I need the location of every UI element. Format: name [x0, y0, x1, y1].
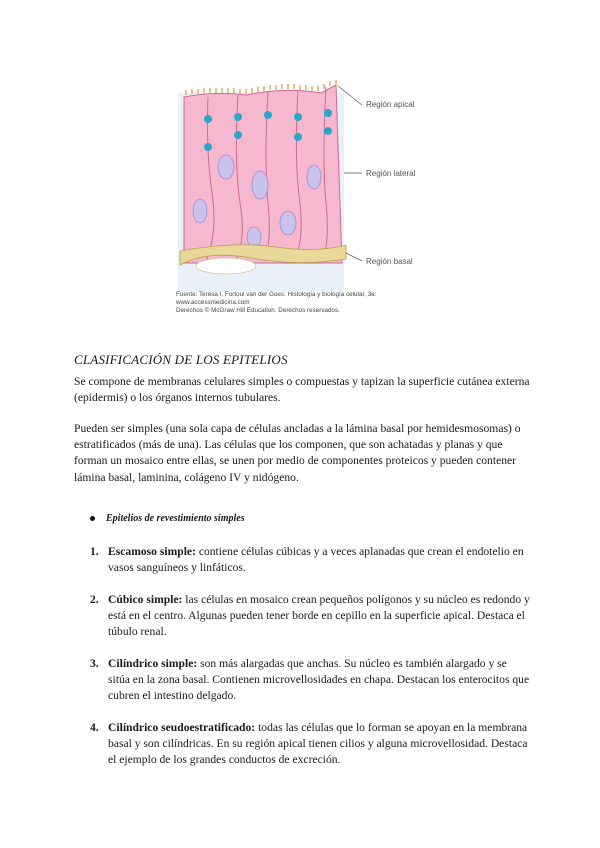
paragraph-types: Pueden ser simples (una sola capa de células ancladas a la lámina basal por hemidesmosomas) o estratificados (más de una). Las células que los componen, que son achatadas y planas y que forman un mosaico entre ellas, se unen por medio de componentes proteicos y pueden contener lámina basal, laminina, colágeno IV y nidógeno. [74, 422, 521, 484]
item-term: Cúbico simple: [108, 593, 183, 606]
list-item-1 [90, 544, 530, 576]
caption-line: Derechos © McGraw Hill Education. Derechos reservados. [176, 307, 340, 314]
item-number: 4. [90, 721, 99, 734]
bullet-dot-icon [90, 516, 95, 521]
section-title: CLASIFICACIÓN DE LOS EPITELIOS [74, 352, 288, 367]
bullet-item [90, 513, 245, 524]
item-text: contiene células cúbicas y a veces aplanadas que crean el endotelio en vasos sanguíneos y linfáticos. [108, 545, 524, 575]
bullet-text: Epitelios de revestimiento simples [106, 513, 245, 524]
list-item-4 [90, 720, 530, 769]
paragraph-intro: Se compone de membranas celulares simples o compuestas y tapizan la superficie cutánea externa (epidermis) o los órganos internos tubulares. [74, 375, 530, 405]
label-lateral-region: Región lateral [366, 169, 416, 178]
label-basal-region: Región basal [366, 257, 413, 266]
list-item-2 [90, 592, 530, 641]
caption-line: www.accessmedicina.com [176, 299, 250, 306]
item-number: 2. [90, 593, 99, 606]
item-text: son más alargadas que anchas. Su núcleo es también alargado y se sitúa en la zona basal. Contienen microvellosidades en chapa. Destacan los enterocitos que cubren el intestino delgado. [108, 657, 530, 703]
item-text: todas las células que lo forman se apoyan en la membrana basal y son cilíndricas. En su región apical tienen cilios y alguna microvellosidad. Destaca el ejemplo de los grandes conductos de excreción. [108, 721, 528, 767]
epithelium-figure [176, 73, 426, 323]
item-text: las células en mosaico crean pequeños polígonos y su núcleo es redondo y está en el centro. Algunas pueden tener borde en cepillo en la superficie apical. Destaca el túbulo renal. [108, 593, 530, 639]
list-item-3 [90, 656, 530, 705]
item-number: 3. [90, 657, 99, 670]
item-term: Escamoso simple: [108, 545, 196, 558]
label-apical-region: Región apical [366, 100, 415, 109]
item-number: 1. [90, 545, 99, 558]
figure-caption [176, 291, 416, 315]
item-term: Cilíndrico simple: [108, 657, 198, 670]
caption-line: Fuente: Teresa I. Fortoul van der Goes: Histología y biología celular, 3e: [176, 291, 377, 298]
item-term: Cilíndrico seudoestratificado: [108, 721, 256, 734]
